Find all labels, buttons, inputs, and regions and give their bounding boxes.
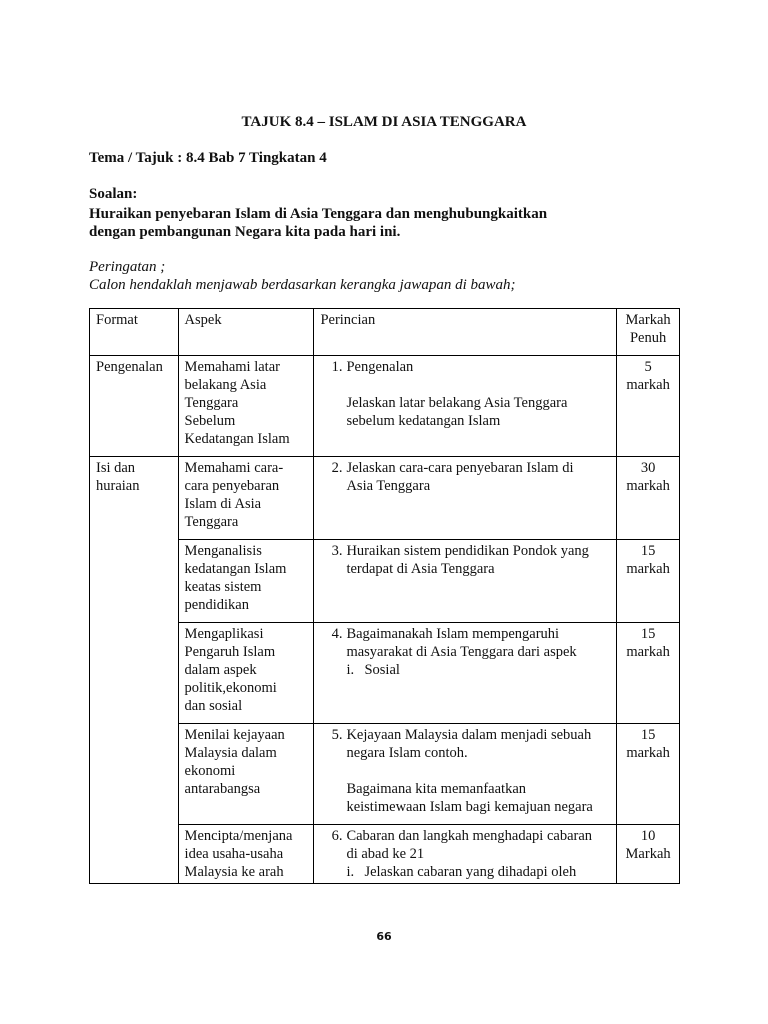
table-row	[90, 825, 680, 884]
item-detail: Jelaskan latar belakang Asia Tenggara	[346, 395, 568, 411]
item-text: Kejayaan Malaysia dalam menjadi sebuah	[346, 727, 592, 743]
cell-format	[90, 825, 179, 884]
sub-item-number: i.	[346, 662, 355, 678]
aspek-line: Menilai kejayaan	[184, 727, 285, 743]
markah-value: 15	[640, 727, 656, 743]
cell-markah	[617, 825, 680, 884]
item-number: 4.	[331, 626, 343, 642]
aspek-line: Islam di Asia	[184, 496, 262, 512]
aspek-line: dalam aspek	[184, 662, 257, 678]
item-text: Jelaskan cara-cara penyebaran Islam di	[346, 460, 574, 476]
peringatan	[89, 258, 516, 294]
markah-value: 15	[640, 626, 656, 642]
aspek-line: Mengaplikasi	[184, 626, 264, 642]
cell-aspek	[178, 825, 314, 884]
item-number: 1.	[331, 359, 343, 375]
aspek-line: Malaysia ke arah	[184, 864, 284, 880]
cell-perincian	[314, 623, 617, 724]
table-row	[90, 457, 680, 540]
soalan-label: Soalan:	[89, 186, 138, 202]
perincian-item	[320, 459, 611, 477]
aspek-line: politik,ekonomi	[184, 680, 277, 696]
aspek-line: belakang Asia	[184, 377, 267, 393]
markah-unit: Markah	[625, 846, 671, 862]
soalan-line: Huraikan penyebaran Islam di Asia Tenggara dan menghubungkaitkan	[89, 206, 548, 222]
aspek-line: Mencipta/menjana	[184, 828, 293, 844]
item-text: Huraikan sistem pendidikan Pondok yang	[346, 543, 589, 559]
perincian-item	[320, 625, 611, 643]
cell-format	[90, 623, 179, 724]
table-row	[90, 724, 680, 825]
markah-value: 5	[644, 359, 652, 375]
perincian-item	[320, 358, 611, 376]
cell-format	[90, 724, 179, 825]
page-title: TAJUK 8.4 – ISLAM DI ASIA TENGGARA	[241, 114, 527, 130]
item-detail: Bagaimana kita memanfaatkan	[346, 781, 527, 797]
cell-perincian	[314, 457, 617, 540]
page-number: 66	[376, 930, 392, 943]
header-markah-line: Penuh	[629, 330, 667, 346]
sub-item	[320, 863, 611, 881]
sub-item-text: Sosial	[364, 662, 400, 678]
perincian-item	[320, 542, 611, 560]
cell-aspek	[178, 457, 314, 540]
item-text: Pengenalan	[346, 359, 414, 375]
table-row	[90, 540, 680, 623]
tema-line: Tema / Tajuk : 8.4 Bab 7 Tingkatan 4	[89, 150, 327, 166]
aspek-line: Tenggara	[184, 395, 239, 411]
cell-aspek	[178, 623, 314, 724]
markah-value: 10	[640, 828, 656, 844]
item-number: 2.	[331, 460, 343, 476]
cell-markah	[617, 356, 680, 457]
aspek-line: ekonomi	[184, 763, 236, 779]
perincian-item	[320, 726, 611, 744]
item-number: 3.	[331, 543, 343, 559]
peringatan-label: Peringatan ;	[89, 259, 166, 275]
table-row	[90, 623, 680, 724]
cell-format: Pengenalan	[90, 356, 179, 457]
cell-perincian	[314, 356, 617, 457]
aspek-line: Pengaruh Islam	[184, 644, 276, 660]
cell-format	[90, 540, 179, 623]
aspek-line: idea usaha-usaha	[184, 846, 284, 862]
markah-unit: markah	[626, 644, 670, 660]
item-number: 5.	[331, 727, 343, 743]
perincian-item	[320, 827, 611, 845]
sub-item-number: i.	[346, 864, 355, 880]
soalan-line: dengan pembangunan Negara kita pada hari ini.	[89, 224, 401, 240]
cell-perincian	[314, 540, 617, 623]
sub-item	[320, 661, 611, 679]
cell-aspek	[178, 724, 314, 825]
aspek-line: pendidikan	[184, 597, 249, 613]
cell-aspek	[178, 540, 314, 623]
markah-value: 15	[640, 543, 656, 559]
table-header-row	[90, 309, 680, 356]
markah-unit: markah	[626, 561, 670, 577]
aspek-line: Tenggara	[184, 514, 239, 530]
cell-markah	[617, 623, 680, 724]
aspek-line: Menganalisis	[184, 543, 262, 559]
aspek-line: Memahami cara-	[184, 460, 284, 476]
soalan-text	[89, 205, 689, 241]
item-text: terdapat di Asia Tenggara	[346, 561, 495, 577]
aspek-line: kedatangan Islam	[184, 561, 287, 577]
aspek-line: Kedatangan Islam	[184, 431, 290, 447]
cell-format	[90, 457, 179, 540]
peringatan-text: Calon hendaklah menjawab berdasarkan kerangka jawapan di bawah;	[89, 277, 516, 293]
item-number: 6.	[331, 828, 343, 844]
header-markah-line: Markah	[625, 312, 671, 328]
aspek-line: keatas sistem	[184, 579, 262, 595]
format-text: Isi dan huraian	[96, 460, 140, 494]
cell-markah	[617, 724, 680, 825]
aspek-line: Malaysia dalam	[184, 745, 277, 761]
aspek-line: dan sosial	[184, 698, 243, 714]
cell-perincian	[314, 724, 617, 825]
answer-framework-table	[89, 308, 680, 884]
cell-markah	[617, 540, 680, 623]
markah-unit: markah	[626, 377, 670, 393]
item-text: negara Islam contoh.	[346, 745, 468, 761]
header-perincian: Perincian	[314, 309, 617, 356]
table-row	[90, 356, 680, 457]
item-text: masyarakat di Asia Tenggara dari aspek	[346, 644, 577, 660]
header-format: Format	[90, 309, 179, 356]
item-detail: keistimewaan Islam bagi kemajuan negara	[346, 799, 593, 815]
item-detail: sebelum kedatangan Islam	[346, 413, 501, 429]
markah-value: 30	[640, 460, 656, 476]
header-markah	[617, 309, 680, 356]
aspek-line: Sebelum	[184, 413, 236, 429]
aspek-line: Memahami latar	[184, 359, 280, 375]
sub-item-text: Jelaskan cabaran yang dihadapi oleh	[364, 864, 577, 880]
cell-aspek	[178, 356, 314, 457]
cell-perincian	[314, 825, 617, 884]
item-text: di abad ke 21	[346, 846, 425, 862]
aspek-line: cara penyebaran	[184, 478, 280, 494]
item-text: Asia Tenggara	[346, 478, 431, 494]
markah-unit: markah	[626, 478, 670, 494]
header-aspek: Aspek	[178, 309, 314, 356]
markah-unit: markah	[626, 745, 670, 761]
item-text: Cabaran dan langkah menghadapi cabaran	[346, 828, 593, 844]
cell-markah	[617, 457, 680, 540]
aspek-line: antarabangsa	[184, 781, 261, 797]
item-text: Bagaimanakah Islam mempengaruhi	[346, 626, 560, 642]
